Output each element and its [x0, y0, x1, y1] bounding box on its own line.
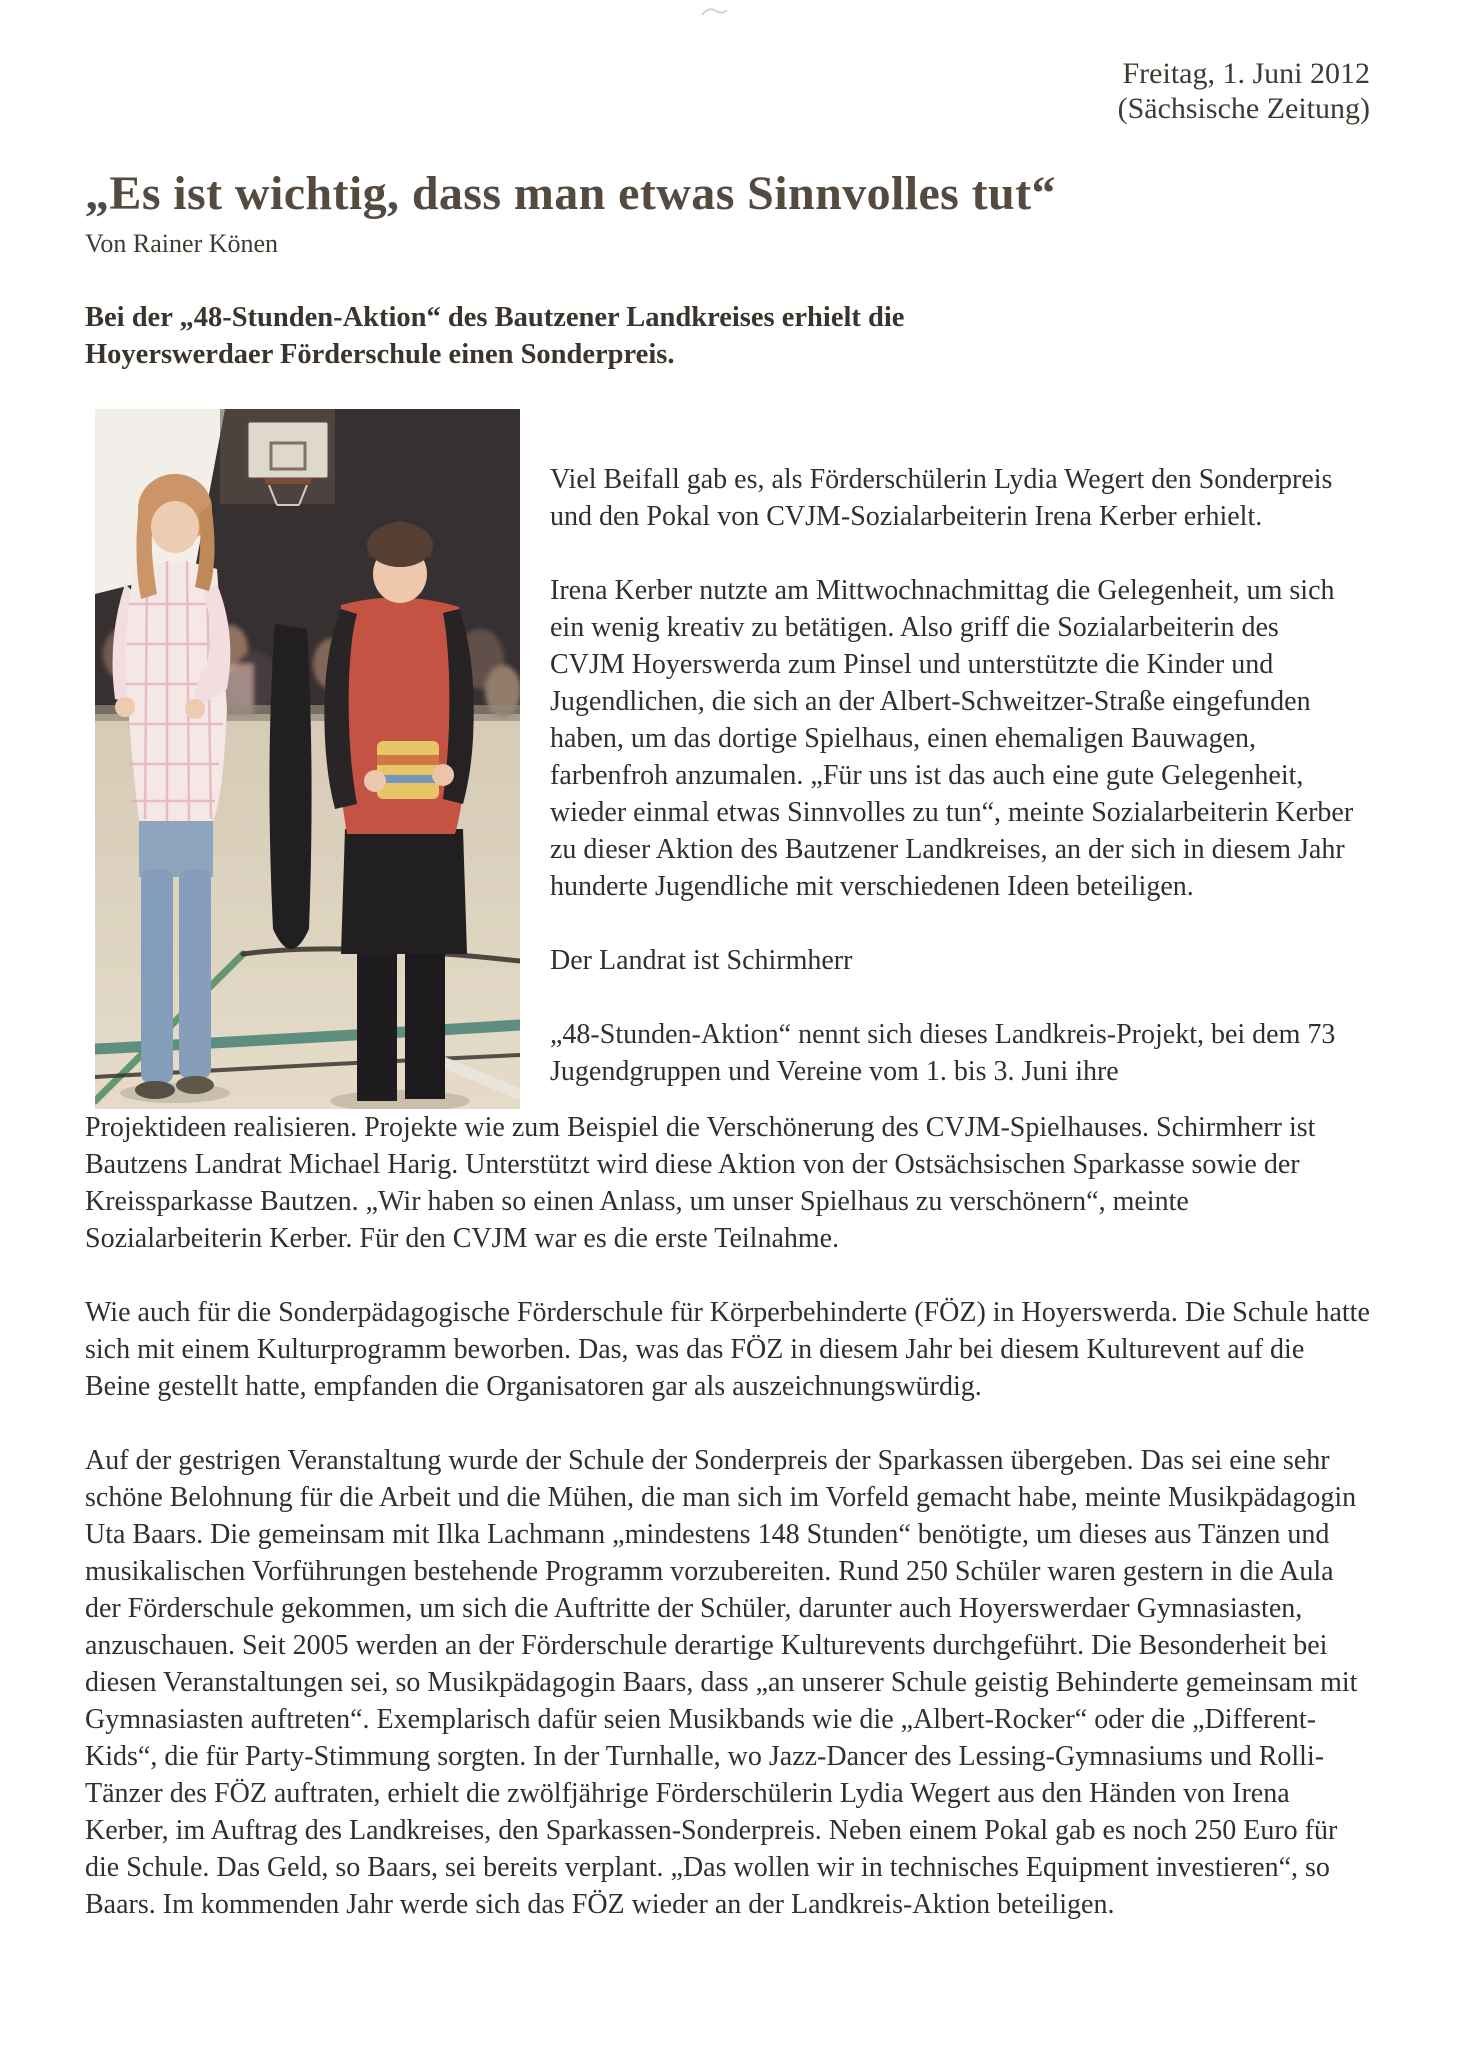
- section-subhead: Der Landrat ist Schirmherr: [550, 945, 853, 976]
- article-photo: [95, 409, 520, 1109]
- body-paragraph: Viel Beifall gab es, als Förderschülerin Lydia Wegert den Sonderpreis und den Pokal von CVJM-Sozialarbeiterin Irena Kerber erhielt.: [550, 464, 1333, 532]
- full-width-text-section: [85, 1109, 1370, 1923]
- headline: „Es ist wichtig, dass man etwas Sinnvolles tut“: [85, 167, 1056, 220]
- lead-paragraph: Bei der „48-Stunden-Aktion“ des Bautzener Landkreises erhielt die Hoyerswerdaer Förderschule einen Sonderpreis.: [85, 302, 905, 370]
- byline: Von Rainer Könen: [85, 229, 279, 258]
- photo-and-text-section: [85, 409, 1370, 1109]
- date-text: Freitag, 1. Juni 2012: [1122, 57, 1370, 90]
- body-paragraph: Irena Kerber nutzte am Mittwochnachmittag die Gelegenheit, um sich ein wenig kreativ zu betätigen. Also griff die Sozialarbeiterin des CVJM Hoyerswerda zum Pinsel und unterstützte die Kinder und Jugendlichen, die sich an der Albert-Schweitzer-Straße eingefunden haben, um das dortige Spielhaus, einen ehemaligen Bauwagen, farbenfroh anzumalen. „Für uns ist das auch eine gute Gelegenheit, wieder einmal etwas Sinnvolles zu tun“, meinte Sozialarbeiterin Kerber zu dieser Aktion des Bautzener Landkreises, an der sich in diesem Jahr hunderte Jugendliche mit verschiedenen Ideen beteiligen.: [550, 575, 1354, 902]
- source-text: (Sächsische Zeitung): [1117, 92, 1370, 125]
- body-paragraph: „48-Stunden-Aktion“ nennt sich dieses Landkreis-Projekt, bei dem 73 Jugendgruppen und Vereine vom 1. bis 3. Juni ihre: [550, 1019, 1336, 1087]
- article-header: [85, 56, 1370, 373]
- article-photo-illustration: [95, 409, 520, 1109]
- photo-haze: [95, 409, 520, 1109]
- scan-artifact: [700, 4, 730, 20]
- dateline: [85, 56, 1370, 126]
- body-paragraph: Auf der gestrigen Veranstaltung wurde der Schule der Sonderpreis der Sparkassen übergeben. Das sei eine sehr schöne Belohnung für die Arbeit und die Mühen, die man sich im Vorfeld gemacht habe, meinte Musikpädagogin Uta Baars. Die gemeinsam mit Ilka Lachmann „mindestens 148 Stunden“ benötigte, um dieses aus Tänzen und musikalischen Vorführungen bestehende Programm vorzubereiten. Rund 250 Schüler waren gestern in die Aula der Förderschule gekommen, um sich die Auftritte der Schüler, darunter auch Hoyerswerdaer Gymnasiasten, anzuschauen. Seit 2005 werden an der Förderschule derartige Kulturevents durchgeführt. Die Besonderheit bei diesen Veranstaltungen sei, so Musikpädagogin Baars, dass „an unserer Schule geistig Behinderte gemeinsam mit Gymnasiasten auftreten“. Exemplarisch dafür seien Musikbands wie die „Albert-Rocker“ oder die „Different-Kids“, die für Party-Stimmung sorgten. In der Turnhalle, wo Jazz-Dancer des Lessing-Gymnasiums und Rolli-Tänzer des FÖZ auftraten, erhielt die zwölfjährige Förderschülerin Lydia Wegert aus den Händen von Irena Kerber, im Auftrag des Landkreises, den Sparkassen-Sonderpreis. Neben einem Pokal gab es noch 250 Euro für die Schule. Das Geld, so Baars, sei bereits verplant. „Das wollen wir in technisches Equipment investieren“, so Baars. Im kommenden Jahr werde sich das FÖZ wieder an der Landkreis-Aktion beteiligen.: [85, 1445, 1358, 1920]
- body-paragraph: Wie auch für die Sonderpädagogische Förderschule für Körperbehinderte (FÖZ) in Hoyerswerda. Die Schule hatte sich mit einem Kulturprogramm beworben. Das, was das FÖZ in diesem Jahr bei diesem Kulturevent auf die Beine gestellt hatte, empfanden die Organisatoren gar als auszeichnungswürdig.: [85, 1297, 1370, 1402]
- body-paragraph: Projektideen realisieren. Projekte wie zum Beispiel die Verschönerung des CVJM-Spielhauses. Schirmherr ist Bautzens Landrat Michael Harig. Unterstützt wird diese Aktion von der Ostsächsischen Sparkasse sowie der Kreissparkasse Bautzen. „Wir haben so einen Anlass, um unser Spielhaus zu verschönern“, meinte Sozialarbeiterin Kerber. Für den CVJM war es die erste Teilnahme.: [85, 1112, 1316, 1254]
- text-beside-photo: [550, 409, 1360, 1090]
